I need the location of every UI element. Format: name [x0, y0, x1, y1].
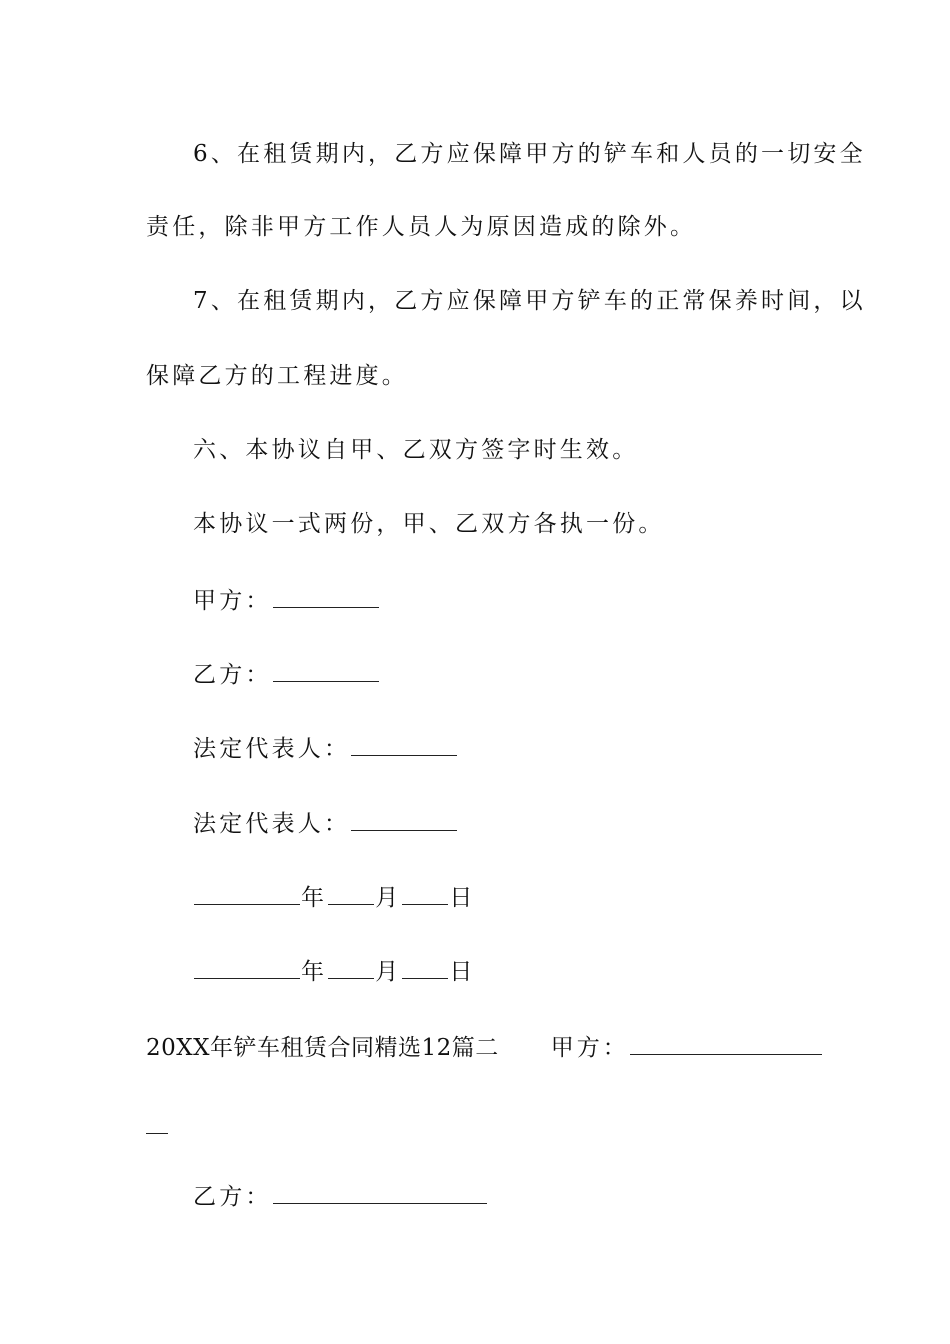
party-b-label: 乙方：	[193, 662, 272, 688]
date-line-1	[193, 883, 476, 913]
legal-rep-2-blank	[351, 829, 457, 831]
party-a-blank	[273, 606, 379, 608]
date-2-year-label: 年	[301, 959, 328, 985]
date-2-month-label: 月	[375, 959, 402, 985]
copies-statement: 本协议一式两份，甲、乙双方各执一份。	[193, 511, 665, 537]
next-party-a-blank	[630, 1053, 822, 1055]
party-a-signature-line	[193, 586, 380, 616]
party-b-blank	[273, 680, 379, 682]
date-2-day-blank	[402, 977, 448, 979]
clause-7-line-1: 7、在租赁期内，乙方应保障甲方铲车的正常保养时间，以	[193, 288, 866, 314]
party-a-label: 甲方：	[193, 588, 272, 614]
date-1-month-label: 月	[375, 885, 402, 911]
date-1-year-label: 年	[301, 885, 328, 911]
clause-6-line-1: 6、在租赁期内，乙方应保障甲方的铲车和人员的一切安全	[193, 141, 866, 167]
date-1-day-blank	[402, 903, 448, 905]
date-2-year-blank	[194, 977, 300, 979]
legal-rep-1-blank	[351, 754, 457, 756]
date-1-day-label: 日	[449, 885, 476, 911]
legal-rep-1-line	[193, 734, 458, 764]
clause-7-line-2: 保障乙方的工程进度。	[146, 363, 408, 389]
legal-rep-2-line	[193, 809, 458, 839]
next-section-title-line	[146, 1033, 823, 1063]
next-section-title: 20XX年铲车租赁合同精选12篇二	[146, 1035, 499, 1061]
next-party-b-line	[193, 1182, 488, 1212]
next-party-a-label: 甲方：	[550, 1035, 629, 1061]
date-2-month-blank	[328, 977, 374, 979]
next-party-a-blank-continued	[146, 1132, 168, 1134]
party-b-signature-line	[193, 660, 380, 690]
date-2-day-label: 日	[449, 959, 476, 985]
clause-6-line-2: 责任，除非甲方工作人员人为原因造成的除外。	[146, 214, 697, 240]
date-1-month-blank	[328, 903, 374, 905]
next-party-b-blank	[273, 1202, 487, 1204]
next-party-b-label: 乙方：	[193, 1184, 272, 1210]
legal-rep-1-label: 法定代表人：	[193, 736, 351, 762]
date-1-year-blank	[194, 903, 300, 905]
clause-six-effective: 六、本协议自甲、乙双方签字时生效。	[193, 437, 639, 463]
legal-rep-2-label: 法定代表人：	[193, 811, 351, 837]
date-line-2	[193, 957, 476, 987]
